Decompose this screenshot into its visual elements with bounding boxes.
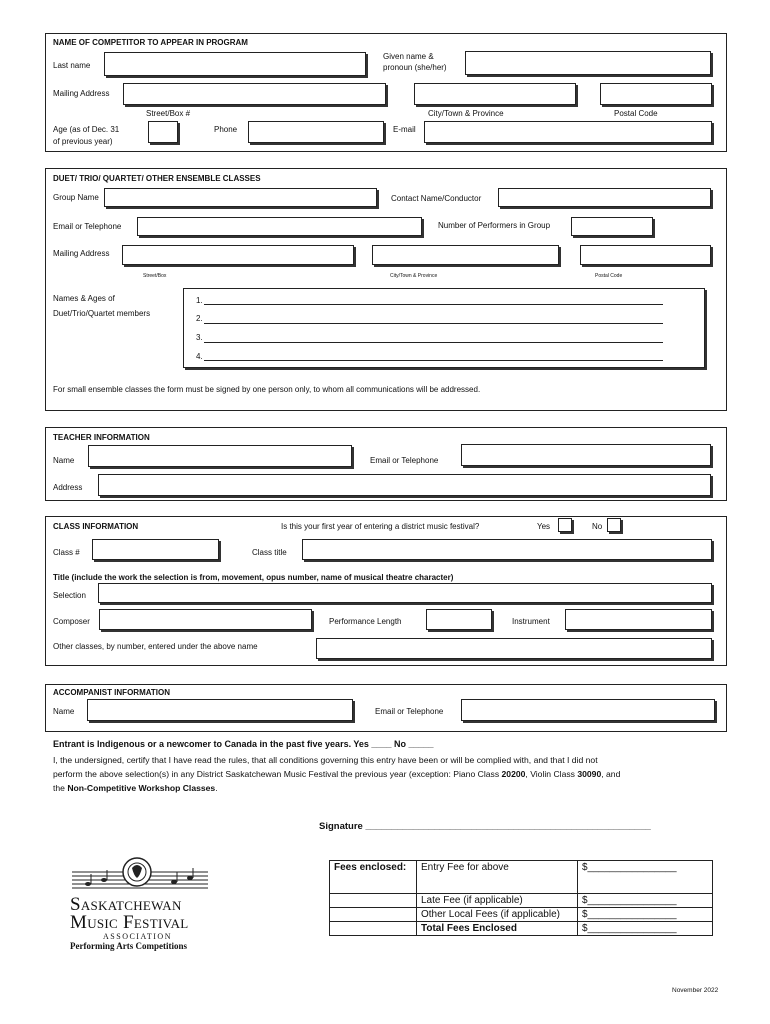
fee-amount[interactable]: $________________ [578,861,713,894]
certify-text-3a: the [53,783,68,793]
accompanist-heading: ACCOMPANIST INFORMATION [53,688,171,697]
street-label: Street/Box # [146,109,191,118]
postal-field[interactable] [600,83,712,105]
contact-label: Contact Name/Conductor [391,194,482,203]
teacher-name-label: Name [53,456,75,465]
selection-field[interactable] [98,583,712,603]
ensemble-city-label: City/Town & Province [390,273,438,279]
ensemble-postal-label: Postal Code [595,273,623,279]
certify-line-2 [53,768,620,781]
phone-field[interactable] [248,121,384,143]
ensemble-mailing-label: Mailing Address [53,249,110,258]
fees-enclosed-label: Fees enclosed: [330,861,417,894]
title-note: Title (include the work the selection is from, movement, opus number, name of musical theatre character) [53,573,454,582]
ensemble-street-label: Street/Box [143,273,167,279]
given-name-label-2: pronoun (she/her) [383,63,447,72]
member-3-line[interactable] [204,342,663,343]
street-field[interactable] [123,83,386,105]
members-label-2: Duet/Trio/Quartet members [53,309,151,318]
ensemble-note: For small ensemble classes the form must be signed by one person only, to whom all communications will be addressed. [53,385,481,394]
workshop-classes: Non-Competitive Workshop Classes [67,783,216,793]
fees-row [330,861,713,894]
fees-blank-cell [330,894,417,908]
certify-line-1: I, the undersigned, certify that I have read the rules, that all conditions governing this entry have been or will be complied with, and that I did not [53,755,598,765]
class-title-label: Class title [252,548,287,557]
signature-line[interactable]: Signature ______________________________________________________ [319,821,651,832]
composer-field[interactable] [99,609,312,630]
logo-line-1: Saskatchewan [70,894,182,915]
certify-text-2a: perform the above selection(s) in any District Saskatchewan Music Festival the previous year (exception: Piano Class [53,769,502,779]
member-3-label: 3. [196,333,203,342]
logo-line-2: Music Festival [70,912,189,933]
teacher-heading: TEACHER INFORMATION [53,433,150,442]
first-year-yes-label: Yes [537,522,551,531]
fee-amount[interactable]: $________________ [578,908,713,922]
first-year-question: Is this your first year of entering a district music festival? [281,522,480,531]
fees-table [329,860,713,936]
fees-row [330,894,713,908]
age-field[interactable] [148,121,178,143]
teacher-name-field[interactable] [88,445,352,467]
perf-length-label: Performance Length [329,617,402,626]
ensemble-heading: DUET/ TRIO/ QUARTET/ OTHER ENSEMBLE CLASSES [53,174,261,183]
fee-amount[interactable]: $________________ [578,922,713,936]
class-num-field[interactable] [92,539,219,560]
num-performers-label: Number of Performers in Group [438,221,551,230]
num-performers-field[interactable] [571,217,653,236]
age-label-1: Age (as of Dec. 31 [53,125,120,134]
accompanist-name-field[interactable] [87,699,353,721]
teacher-address-label: Address [53,483,83,492]
group-name-field[interactable] [104,188,377,207]
certify-text-3b: . [215,783,218,793]
first-year-no-label: No [592,522,603,531]
members-box[interactable] [183,288,705,368]
member-2-line[interactable] [204,323,663,324]
fee-amount[interactable]: $________________ [578,894,713,908]
violin-class-number: 30090 [577,769,602,779]
member-4-label: 4. [196,352,203,361]
member-2-label: 2. [196,314,203,323]
teacher-address-field[interactable] [98,474,711,496]
logo-line-3: ASSOCIATION [103,932,172,941]
last-name-label: Last name [53,61,91,70]
music-staff-crest-icon [70,852,212,894]
fees-blank-cell [330,908,417,922]
other-classes-field[interactable] [316,638,712,659]
competitor-heading: NAME OF COMPETITOR TO APPEAR IN PROGRAM [53,38,248,47]
first-year-no-checkbox[interactable] [607,518,621,532]
member-4-line[interactable] [204,360,663,361]
mailing-address-label: Mailing Address [53,89,110,98]
fee-item: Entry Fee for above [417,861,578,894]
fees-row [330,922,713,936]
festival-logo [70,852,212,952]
perf-length-field[interactable] [426,609,492,630]
fees-row [330,908,713,922]
postal-label: Postal Code [614,109,658,118]
logo-line-4: Performing Arts Competitions [70,941,187,951]
members-label-1: Names & Ages of [53,294,115,303]
selection-label: Selection [53,591,86,600]
ensemble-city-field[interactable] [372,245,559,265]
footer-date: November 2022 [672,987,719,994]
ensemble-street-field[interactable] [122,245,354,265]
last-name-field[interactable] [104,52,366,76]
other-classes-label: Other classes, by number, entered under the above name [53,642,258,651]
instrument-field[interactable] [565,609,712,630]
fee-item: Other Local Fees (if applicable) [417,908,578,922]
composer-label: Composer [53,617,90,626]
given-name-field[interactable] [465,51,711,75]
ensemble-postal-field[interactable] [580,245,711,265]
email-field[interactable] [424,121,712,143]
accompanist-email-label: Email or Telephone [375,707,444,716]
piano-class-number: 20200 [501,769,526,779]
fees-blank-cell [330,922,417,936]
age-label-2: of previous year) [53,137,113,146]
class-heading: CLASS INFORMATION [53,522,139,531]
instrument-label: Instrument [512,617,550,626]
first-year-yes-checkbox[interactable] [558,518,572,532]
teacher-email-label: Email or Telephone [370,456,439,465]
city-field[interactable] [414,83,576,105]
certify-line-3 [53,782,218,795]
contact-field[interactable] [498,188,711,207]
fee-item: Late Fee (if applicable) [417,894,578,908]
accompanist-email-field[interactable] [461,699,715,721]
given-name-label-1: Given name & [383,52,434,61]
fee-item: Total Fees Enclosed [417,922,578,936]
member-1-line[interactable] [204,304,663,305]
certify-text-2b: , Violin Class [525,769,578,779]
accompanist-name-label: Name [53,707,75,716]
indigenous-question[interactable]: Entrant is Indigenous or a newcomer to Canada in the past five years. Yes ____ No _____ [53,739,434,749]
phone-label: Phone [214,125,238,134]
class-title-field[interactable] [302,539,712,560]
ensemble-email-label: Email or Telephone [53,222,122,231]
city-label: City/Town & Province [428,109,504,118]
teacher-email-field[interactable] [461,444,711,466]
group-name-label: Group Name [53,193,99,202]
member-1-label: 1. [196,296,203,305]
email-label: E-mail [393,125,416,134]
class-num-label: Class # [53,548,80,557]
certify-text-2c: , and [601,769,621,779]
ensemble-email-field[interactable] [137,217,422,236]
